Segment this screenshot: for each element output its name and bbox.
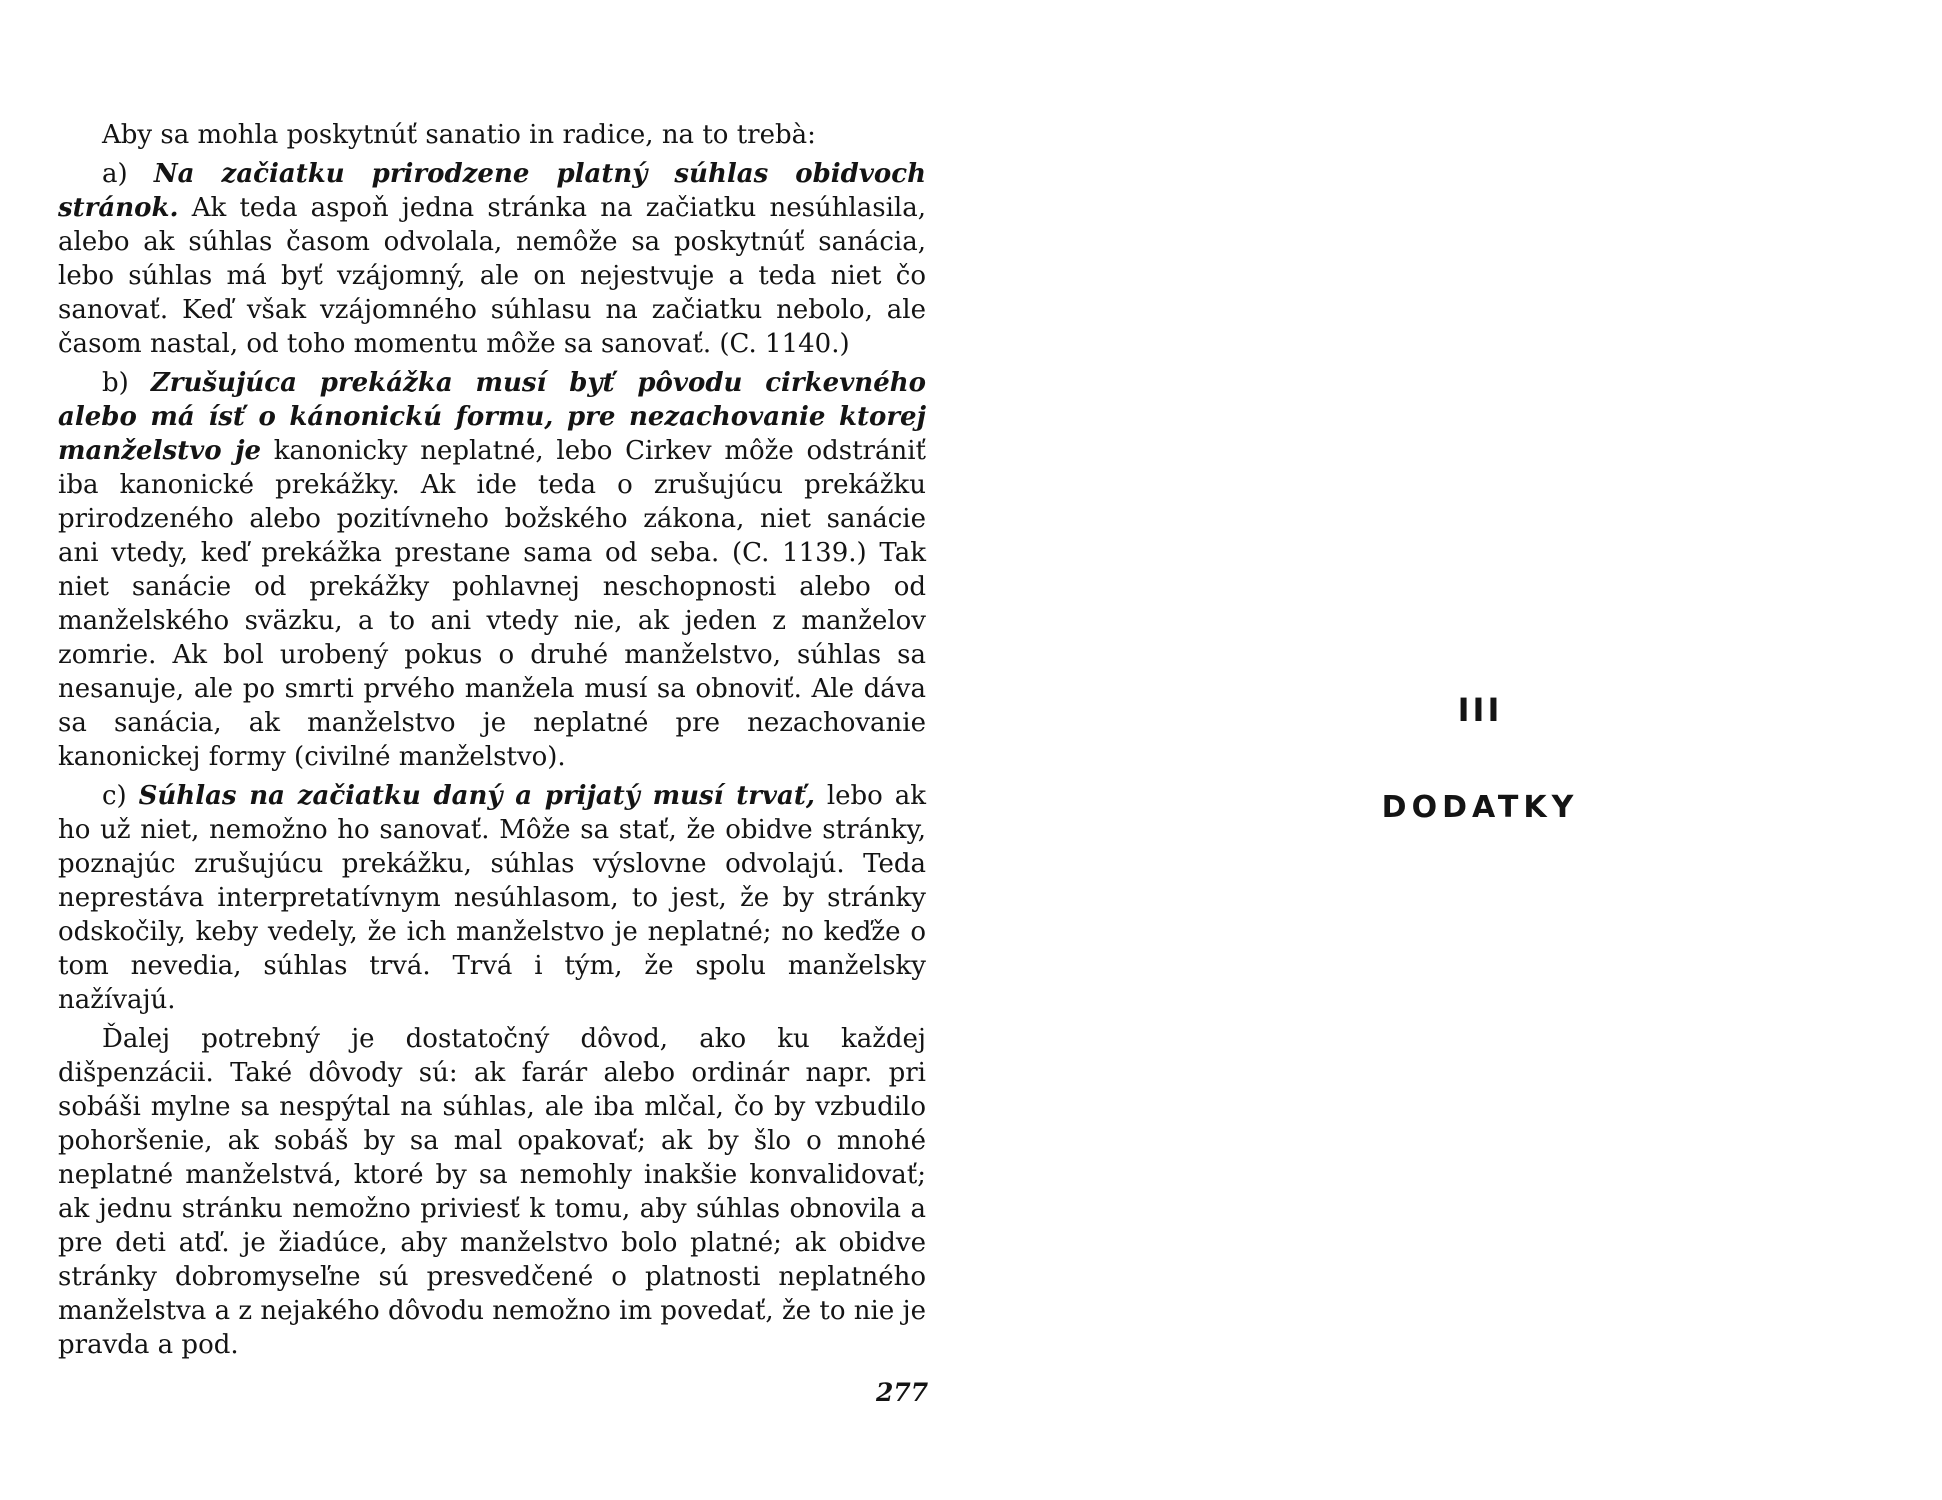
paragraph-a-label: a) (102, 159, 154, 189)
right-page-part-title (1330, 690, 1630, 828)
paragraph-a-heading: Na začiatku prirodzene platný súhlas obidvoch stránok. (58, 159, 926, 223)
paragraph-a-text: Ak teda aspoň jedna stránka na začiatku nesúhlasila, alebo ak súhlas časom odvolala, nemôže sa poskytnúť sanácia, lebo súhlas má byť vzájomný, ale on nejestvuje a teda niet čo sanovať. Keď však vzájomného súhlasu na začiatku nebolo, ale časom nastal, od toho momentu môže sa sanovať. (C. 1140.) (58, 193, 926, 359)
paragraph-a (58, 157, 926, 361)
paragraph-b-heading: Zrušujúca prekážka musí byť pôvodu cirkevného alebo má ísť o kánonickú formu, pre nezachovanie ktorej manželstvo je (58, 368, 926, 466)
paragraph-c-text: lebo ak ho už niet, nemožno ho sanovať. Môže sa stať, že obidve stránky, poznajúc zrušujúcu prekážku, súhlas výslovne odvolajú. Teda neprestáva interpretatívnym nesúhlasom, to jest, že by stránky odskočily, keby vedely, že ich manželstvo je neplatné; no keďže o tom nevedia, súhlas trvá. Trvá i tým, že spolu manželsky nažívajú. (58, 781, 926, 1015)
paragraph-c (58, 779, 926, 1017)
paragraph-b (58, 366, 926, 774)
paragraph-intro (58, 118, 926, 152)
part-title: DODATKY (1381, 790, 1579, 825)
part-number: III (1457, 691, 1503, 729)
paragraph-b-label: b) (102, 368, 151, 398)
paragraph-c-label: c) (102, 781, 139, 811)
page-number: 277 (876, 1378, 929, 1407)
paragraph-c-heading: Súhlas na začiatku daný a prijatý musí trvať, (138, 781, 815, 811)
paragraph-reasons-text: Ďalej potrebný je dostatočný dôvod, ako ku každej dišpenzácii. Také dôvody sú: ak farár alebo ordinár napr. pri sobáši mylne sa nespýtal na súhlas, ale iba mlčal, čo by vzbudilo pohoršenie, ak sobáš by sa mal opakovať; ak by šlo o mnohé neplatné manželstvá, ktoré by sa nemohly inakšie konvalidovať; ak jednu stránku nemožno priviesť k tomu, aby súhlas obnovila a pre deti atď. je žiadúce, aby manželstvo bolo platné; ak obidve stránky dobromyseľne sú presvedčené o platnosti neplatného manželstva a z nejakého dôvodu nemožno im povedať, že to nie je pravda a pod. (58, 1024, 926, 1360)
paragraph-b-text: kanonicky neplatné, lebo Cirkev môže odstrániť iba kanonické prekážky. Ak ide teda o zrušujúcu prekážku prirodzeného alebo pozitívneho božského zákona, niet sanácie ani vtedy, keď prekážka prestane sama od seba. (C. 1139.) Tak niet sanácie od prekážky pohlavnej neschopnosti alebo od manželského sväzku, a to ani vtedy nie, ak jeden z manželov zomrie. Ak bol urobený pokus o druhé manželstvo, súhlas sa nesanuje, ale po smrti prvého manžela musí sa obnoviť. Ale dáva sa sanácia, ak manželstvo je neplatné pre nezachovanie kanonickej formy (civilné manželstvo). (58, 436, 926, 772)
left-page-text (58, 118, 926, 1367)
paragraph-intro-text: Aby sa mohla poskytnúť sanatio in radice, na to trebà: (102, 120, 816, 150)
paragraph-reasons (58, 1022, 926, 1362)
